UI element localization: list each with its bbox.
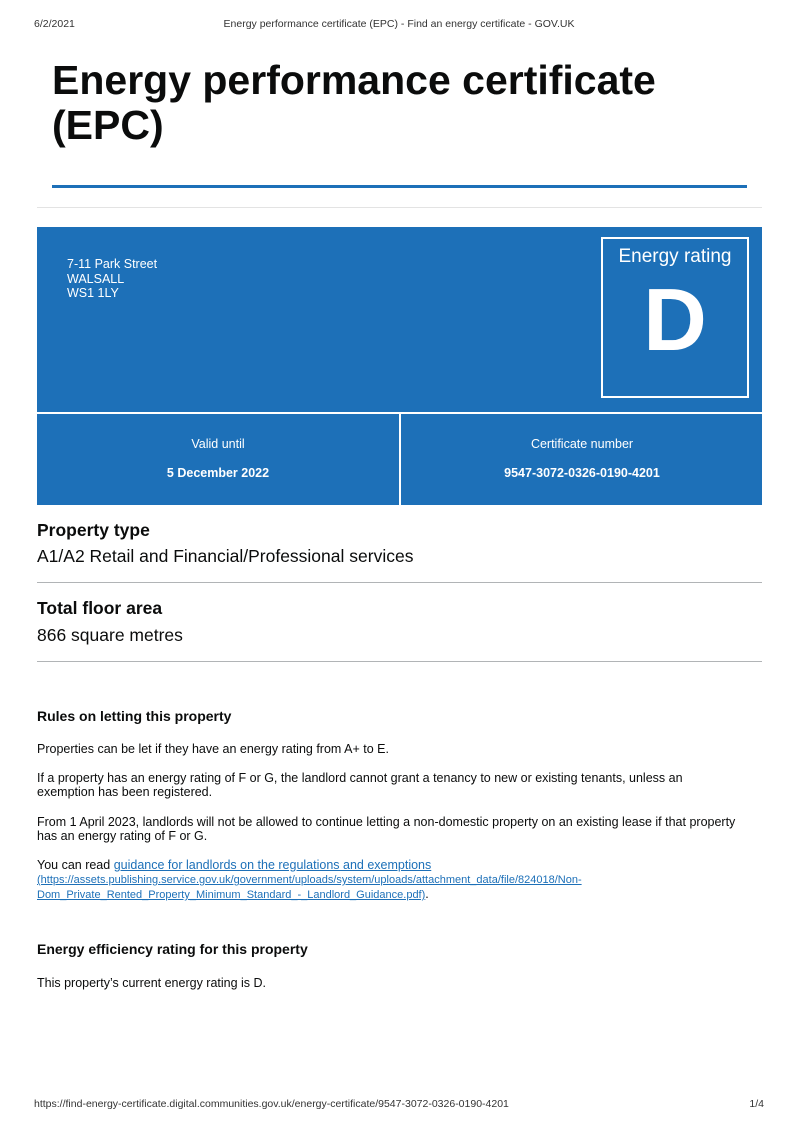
- title-underline: [52, 185, 747, 188]
- energy-rating-box: [601, 237, 749, 398]
- print-document-title: Energy performance certificate (EPC) - Find an energy certificate - GOV.UK: [223, 18, 575, 30]
- property-address: [67, 257, 157, 301]
- print-header: [34, 18, 764, 32]
- print-footer: [34, 1098, 764, 1112]
- energy-rating-letter: D: [643, 270, 707, 369]
- page-title: Energy performance certificate (EPC): [52, 57, 656, 148]
- guidance-suffix: .: [425, 887, 429, 901]
- letting-rules-heading: Rules on letting this property: [37, 708, 232, 724]
- efficiency-heading: Energy efficiency rating for this property: [37, 941, 308, 957]
- property-type-value: A1/A2 Retail and Financial/Professional services: [37, 546, 414, 566]
- section-divider: [37, 661, 762, 662]
- valid-until-cell: [37, 414, 399, 505]
- address-line-2: WALSALL: [67, 271, 125, 286]
- letting-rules-paragraph-3: From 1 April 2023, landlords will not be allowed to continue letting a non-domestic property on an existing lease if that property has an energy rating of F or G.: [37, 815, 736, 843]
- address-line-3: WS1 1LY: [67, 286, 119, 300]
- floor-area-heading: Total floor area: [37, 598, 163, 618]
- efficiency-text: This property’s current energy rating is D.: [37, 976, 267, 990]
- certificate-number-label: Certificate number: [530, 437, 634, 451]
- print-url: https://find-energy-certificate.digital.communities.gov.uk/energy-certificate/9547-3072-0326-0190-4201: [34, 1098, 509, 1110]
- guidance-link[interactable]: guidance for landlords on the regulations and exemptions: [113, 858, 432, 872]
- valid-until-value: 5 December 2022: [166, 466, 270, 480]
- letting-rules-paragraph-1: Properties can be let if they have an energy rating from A+ to E.: [37, 742, 389, 756]
- print-date: 6/2/2021: [34, 18, 75, 30]
- valid-until-label: Valid until: [191, 437, 245, 451]
- certificate-summary-box: [37, 227, 762, 505]
- property-type-heading: Property type: [37, 520, 150, 540]
- certificate-number-value: 9547-3072-0326-0190-4201: [504, 466, 660, 480]
- guidance-link-url[interactable]: (https://assets.publishing.service.gov.uk/government/uploads/system/uploads/attachment_data/file/824018/Non-Dom_Private_Rented_Property_Minimum_Standard_-_Landlord_Guidance.pdf): [37, 874, 582, 901]
- section-divider: [37, 582, 762, 583]
- energy-rating-label: Energy rating: [618, 246, 732, 267]
- guidance-prefix: You can read: [37, 858, 114, 872]
- letting-rules-paragraph-4: [37, 858, 737, 902]
- page-number: 1/4: [749, 1098, 764, 1110]
- certificate-number-cell: [401, 414, 763, 505]
- letting-rules-paragraph-2: If a property has an energy rating of F or G, the landlord cannot grant a tenancy to new or existing tenants, unless an exemption has been registered.: [37, 771, 683, 799]
- header-divider: [37, 207, 762, 208]
- address-line-1: 7-11 Park Street: [67, 257, 158, 271]
- floor-area-value: 866 square metres: [37, 625, 183, 645]
